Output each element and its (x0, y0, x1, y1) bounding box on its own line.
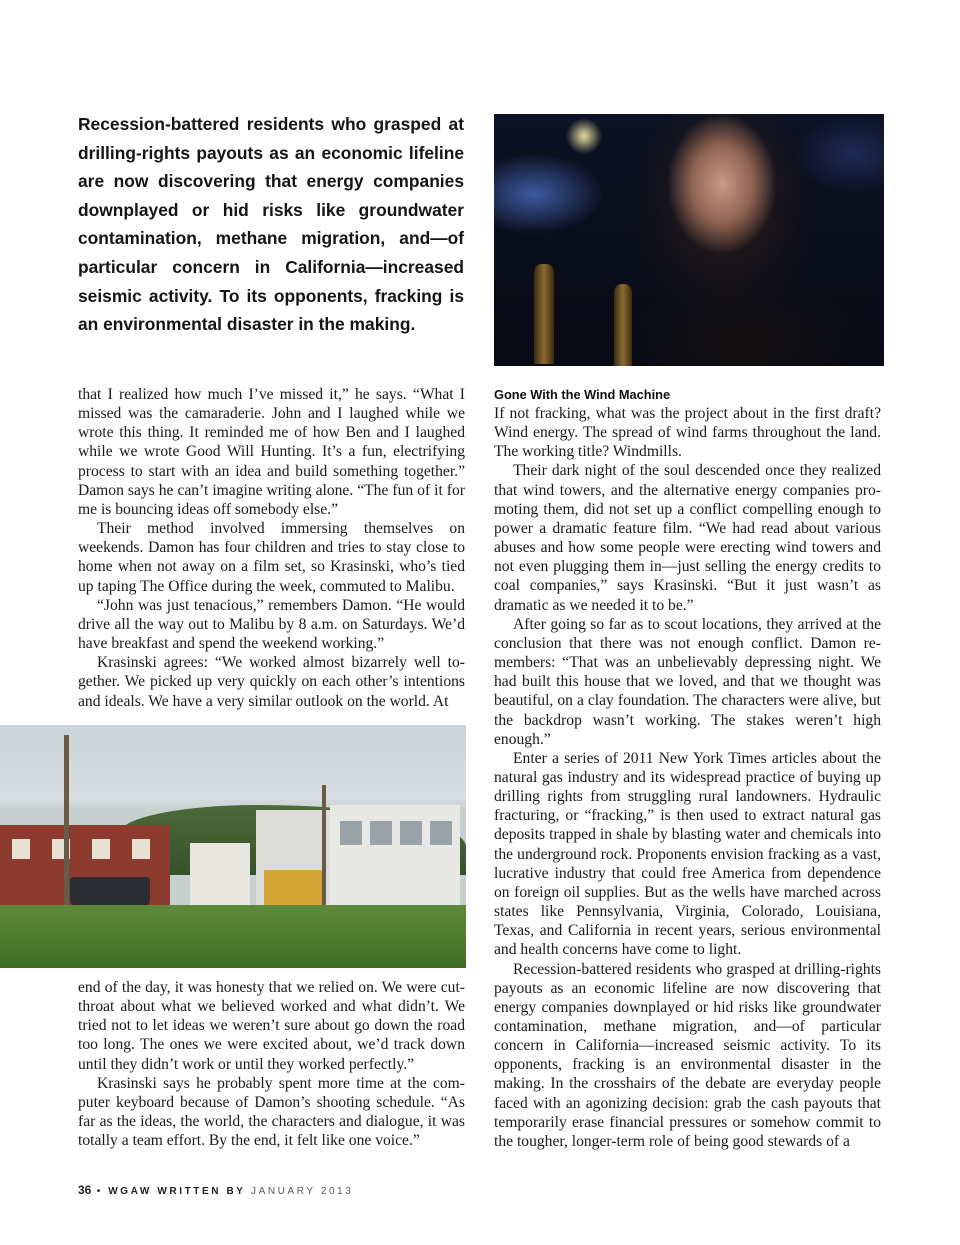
lawn (0, 905, 466, 968)
utility-pole (64, 735, 69, 925)
article-paragraph: Krasinski says he probably spent more time at the computer keyboard because of Damon’s shooting schedule. “As far as the ideas, the world, the characters and dialogue, it was totally a team effort. By the end, it felt like one voice.” (78, 1074, 465, 1150)
article-column-right (494, 404, 881, 1151)
article-column-left-top (78, 385, 465, 711)
storefront-building (330, 805, 460, 920)
article-paragraph: Recession-battered residents who grasped at drilling-rights payouts as an economic lifeline are now discovering that energy companies downplayed or hid risks like groundwater contamination, methane migration, and—of particular concern in California—increased seismic activity. To its opponents, fracking is an environmental disaster in the making. In the crosshairs of the debate are everyday people faced with an agonizing decision: grab the cash payouts that temporarily erase financial pressures or somehow commit to the tougher, longer-term role of being good stewards of a (494, 960, 881, 1150)
article-column-left-bottom (78, 978, 465, 1150)
article-paragraph: end of the day, it was honesty that we relied on. We were cutthroat about what we believed worked and what didn’t. We tried not to let ideas we weren’t sure about go down the road too long. The ones we were excited about, we’d track down until they didn’t work or until they worked perfectly.” (78, 979, 465, 1073)
article-paragraph: Their dark night of the soul descended once they realized that wind towers, and the alternative energy companies promoting them, did not set up a conflict compelling enough to power a dramatic feature film. “We had read about various abuses and how some people were erecting wind towers and not even plugging them in—just selling the energy credits to coal companies,” says Krasinski. “But it just wasn’t as dramatic as we needed it to be.” (494, 462, 881, 614)
article-paragraph: Enter a series of 2011 New York Times articles about the natural gas industry and its widespread practice of buying up drilling rights from struggling rural landowners. Hydraulic fracturing, or “fracking,” is then used to extract natural gas deposits trapped in shale by blasting water and chemicals into the underground rock. Proponents envision fracking as a vast, lucrative industry that could free America from dependence on foreign oil supplies. But as the wells have marched across states like Pennsylvania, Virginia, Colorado, Louisiana, Texas, and California in recent years, serious environmental and health concerns have come to light. (494, 749, 881, 959)
town-street-photo (0, 725, 466, 968)
bottle-shape (534, 264, 554, 364)
issue-date: JANUARY 2013 (250, 1186, 354, 1197)
bottle-shape (614, 284, 632, 366)
pull-quote: Recession-battered residents who grasped at drilling-rights payouts as an economic lifeline are now discovering that energy companies downplayed or hid risks like groundwater contamination, methane migration, and—of particular concern in California—increased seismic activity. To its opponents, fracking is an environmental disaster in the making. (78, 114, 464, 335)
article-paragraph: If not fracking, what was the project about in the first draft? Wind energy. The spread of wind farms throughout the land. The working title? Windmills. (494, 405, 881, 461)
article-paragraph: Their method involved immersing themselves on weekends. Damon has four children and tries to stay close to home when not away on a film set, so Krasinski, who’s tied up taping The Office during the week, commuted to Malibu. (78, 520, 465, 595)
pickup-truck (70, 877, 150, 905)
page-footer (78, 1183, 354, 1197)
article-paragraph: Krasinski agrees: “We worked almost bizarrely well together. We picked up very quickly on each other’s intentions and ideals. We have a very similar outlook on the world. At (78, 654, 465, 710)
page-number: 36 (78, 1183, 92, 1197)
film-still-photo (494, 114, 884, 366)
publication-name: WGAW WRITTEN BY (108, 1186, 246, 1197)
footer-bullet: • (96, 1186, 103, 1197)
section-subhead: Gone With the Wind Machine (494, 387, 671, 402)
article-paragraph: “John was just tenacious,” remembers Damon. “He would drive all the way out to Malibu by 8 a.m. on Saturdays. We’d have breakfast and spend the weekend working.” (78, 596, 465, 653)
utility-pole (322, 785, 326, 925)
article-paragraph: that I realized how much I’ve missed it,” he says. “What I missed was the camaraderie. John and I laughed while we wrote this thing. It reminded me of how Ben and I laughed while we wrote Good Will Hunting. It’s a fun, electrifying process to start with an idea and build something together.” Damon says he can’t imagine writing alone. “The fun of it for me is bouncing ideas off somebody else.” (78, 386, 465, 518)
article-paragraph: After going so far as to scout locations, they arrived at the conclusion that there was not enough conflict. Damon remembers: “That was an unbelievably depressing night. We had built this house that we loved, and that we thought was beautiful, on a clay foundation. The characters were alive, but the backdrop wasn’t working. The stakes weren’t high enough.” (494, 615, 881, 748)
